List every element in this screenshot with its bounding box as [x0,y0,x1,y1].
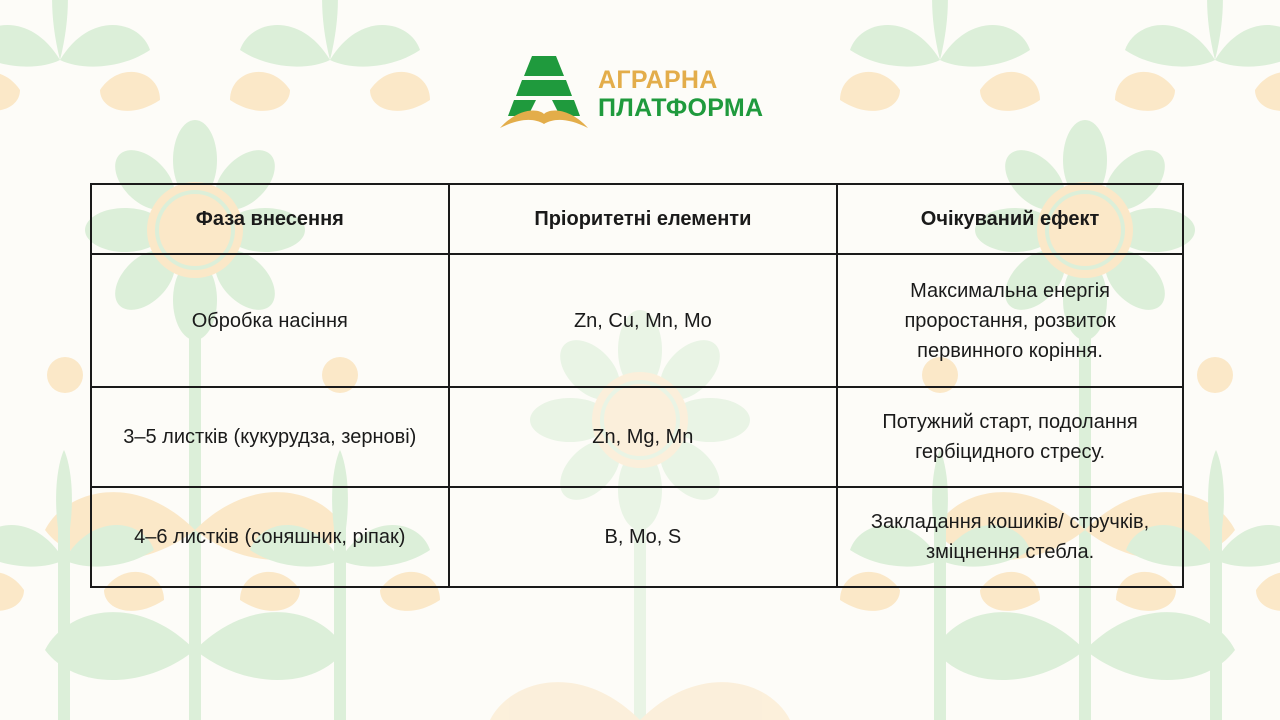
cell-effect: Потужний старт, подолання гербіцидного стресу. [837,387,1183,487]
cell-effect: Закладання кошиків/ стручків, зміцнення стебла. [837,487,1183,587]
table-row [91,487,1183,587]
cell-elements: Zn, Mg, Mn [449,387,838,487]
header-effect: Очікуваний ефект [837,184,1183,254]
microelements-table [90,183,1184,588]
logo-line-2: ПЛАТФОРМА [598,94,764,122]
table-header-row [91,184,1183,254]
header-phase: Фаза внесення [91,184,449,254]
cell-elements: Zn, Cu, Mn, Mo [449,254,838,387]
cell-phase: 4–6 листків (соняшник, ріпак) [91,487,449,587]
cell-effect: Максимальна енергія проростання, розвиток первинного коріння. [837,254,1183,387]
header-elements: Пріоритетні елементи [449,184,838,254]
cell-elements: B, Mo, S [449,487,838,587]
table-row [91,387,1183,487]
table-row [91,254,1183,387]
brand-logo [498,52,788,132]
logo-line-1: АГРАРНА [598,66,718,94]
cell-phase: 3–5 листків (кукурудза, зернові) [91,387,449,487]
cell-phase: Обробка насіння [91,254,449,387]
wheat-arch-logo-icon [498,52,590,132]
